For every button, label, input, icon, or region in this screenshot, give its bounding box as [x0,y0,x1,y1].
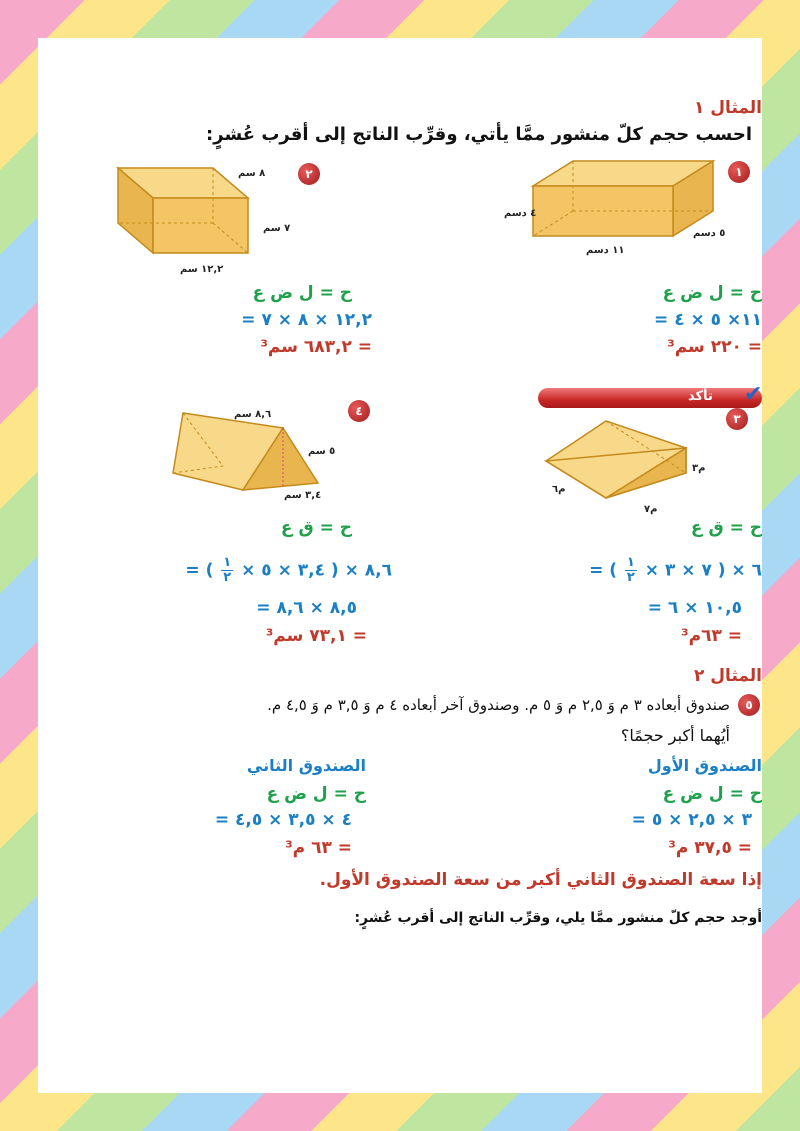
problem2-badge: ٢ [298,163,320,185]
problem1-badge: ١ [728,161,750,183]
problem1-prism-figure [498,156,728,256]
problem1-formula: ح = ل ض ع [662,283,762,303]
problem2-formula: ح = ل ض ع [252,283,352,303]
problem4-height-label: ٥ سم [308,446,336,457]
one-half-fraction: $\frac{١}{٢}$ [626,555,635,585]
problem1-width-label: ٥ دسم [693,228,726,239]
problem2-top-label: ٨ سم [238,168,266,179]
problem3-result: = ٦٣م³ [681,626,742,646]
one-half-fraction: $\frac{١}{٢}$ [223,555,232,585]
problem5-badge: ٥ [738,694,760,716]
problem2-bottom-label: ١٢,٢ سم [180,264,224,275]
box1-title: الصندوق الأول [647,756,762,775]
footer-instruction: أوجد حجم كلّ منشور ممَّا يلي، وقرِّب الناتج إلى أقرب عُشرٍ: [354,910,762,926]
box1-formula: ح = ل ض ع [662,784,762,804]
problem3-a-label: م٦ [552,484,566,495]
problem2-step1: = ١٢,٢ × ٨ × ٧ [241,310,372,330]
checkmark-icon: ✔ [744,382,763,407]
problem3-height-label: م٣ [692,463,706,474]
problem1-length-label: ١١ دسم [586,245,625,256]
box2-step1: = ٤ × ٣,٥ × ٤,٥ [214,810,352,830]
problem3-step2: = ١٠,٥ × ٦ [647,598,742,618]
box2-result: = ٦٣ م³ [285,838,352,858]
problem1-height-label: ٤ دسم [504,208,537,219]
problem2-prism-figure [113,163,253,258]
problem5-line2: أيُهما أكبر حجمًا؟ [620,726,730,745]
problem3-b-label: م٧ [644,504,658,515]
problem4-step2: = ٨,٥ × ٨,٦ [256,598,357,618]
problem4-formula: ح = ق ع [280,518,352,538]
problem4-step1: = ( $\frac{١}{٢}$ × ٣,٤ × ٥ ) × ٨,٦ [185,555,392,585]
conclusion-text: إذا سعة الصندوق الثاني أكبر من سعة الصندوق الأول. [319,870,762,890]
problem1-result: = ٢٢٠ سم³ [667,337,762,357]
problem2-result: = ٦٨٣,٢ سم³ [260,337,372,357]
box2-formula: ح = ل ض ع [266,784,366,804]
box2-title: الصندوق الثاني [246,756,366,775]
worksheet-page [38,38,762,1093]
confirm-label: تأكد [688,389,713,404]
problem3-formula: ح = ق ع [690,518,762,538]
problem4-base-label: ٣,٤ سم [284,490,322,501]
problem1-step1: = ١١× ٥ × ٤ [654,310,762,330]
confirm-banner [538,388,762,408]
problem4-badge: ٤ [348,400,370,422]
example2-title: المثال ٢ [694,666,762,686]
problem3-step1: = ( $\frac{١}{٢}$ × ٧ × ٣ ) × ٦ [589,555,762,585]
problem4-top-label: ٨,٦ سم [234,409,272,420]
problem3-badge: ٣ [726,408,748,430]
box1-result: = ٣٧,٥ م³ [668,838,752,858]
box1-step1: = ٣ × ٢,٥ × ٥ [631,810,752,830]
problem4-result: = ٧٣,١ سم³ [265,626,367,646]
problem5-line1: صندوق أبعاده ٣ م وَ ٢,٥ م وَ ٥ م. وصندوق آخر أبعاده ٤ م وَ ٣,٥ م وَ ٤,٥ م. [267,696,730,714]
example1-instruction: احسب حجم كلّ منشور ممَّا يأتي، وقرِّب الناتج إلى أقرب عُشرٍ: [206,124,752,145]
example1-title: المثال ١ [694,98,762,118]
problem2-side-label: ٧ سم [263,223,291,234]
problem4-prism-figure [168,408,328,498]
